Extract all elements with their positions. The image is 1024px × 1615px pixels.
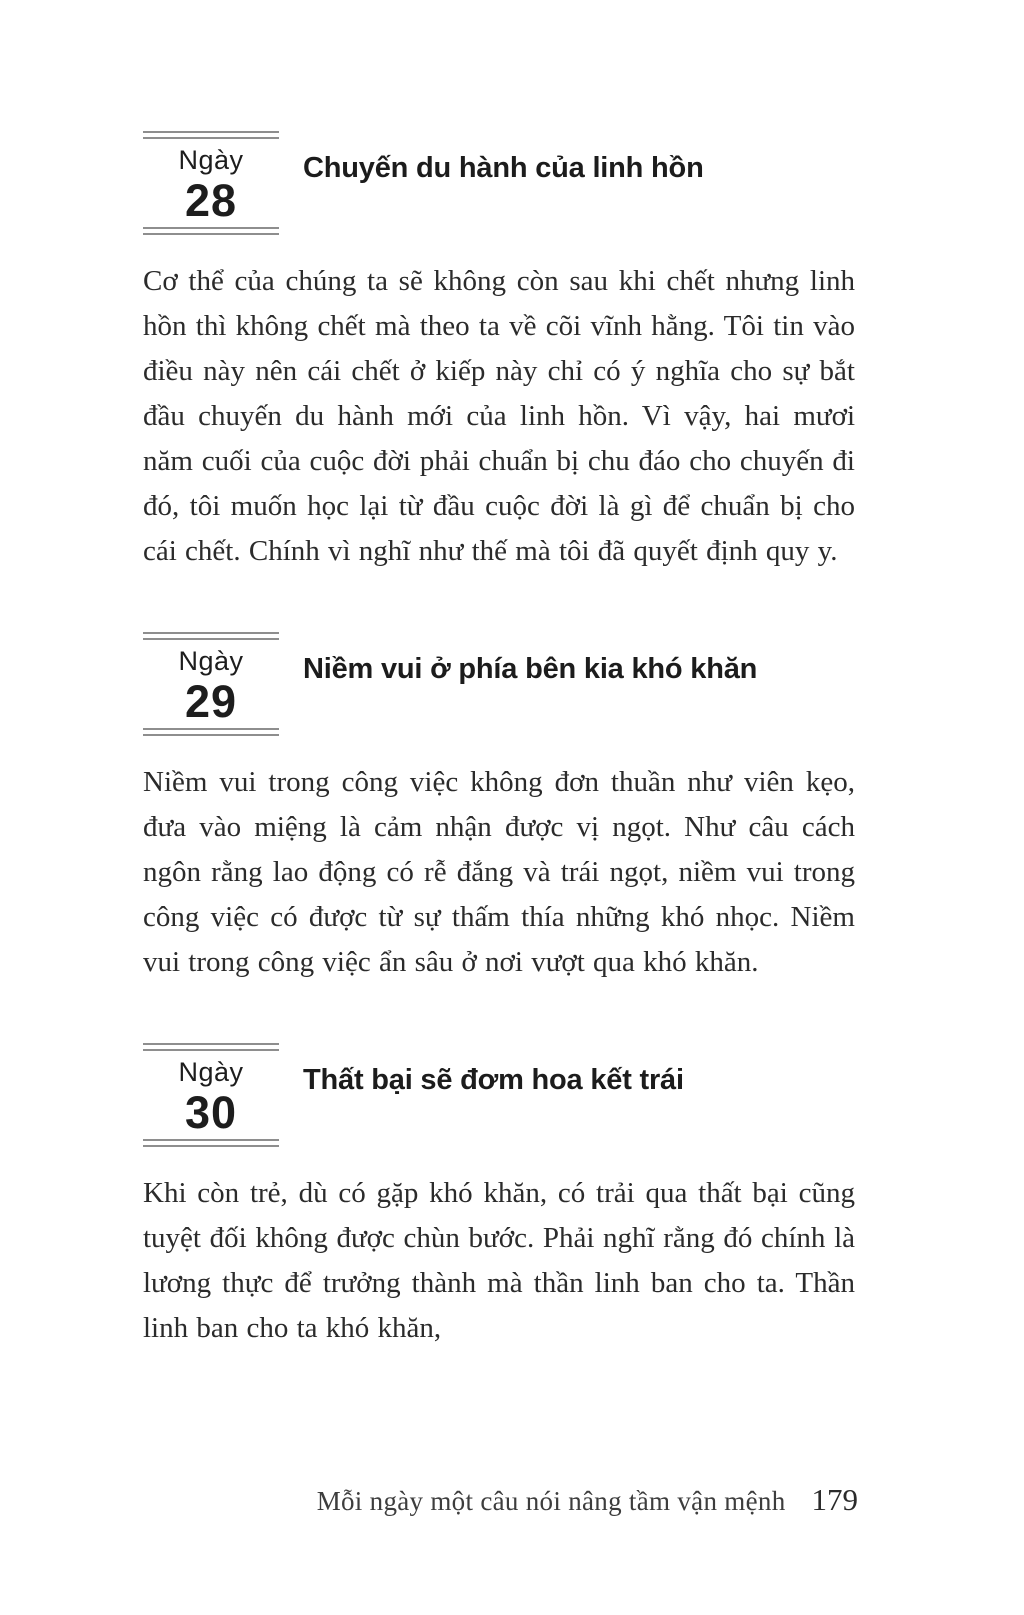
entry-day-28 bbox=[143, 131, 855, 574]
entry-title: Niềm vui ở phía bên kia khó khăn bbox=[303, 653, 758, 685]
entry-header bbox=[143, 632, 855, 736]
day-calendar-badge bbox=[143, 1043, 279, 1147]
entry-header bbox=[143, 131, 855, 235]
double-rule-top bbox=[143, 1043, 279, 1051]
entry-title: Chuyến du hành của linh hồn bbox=[303, 152, 704, 184]
double-rule-top bbox=[143, 632, 279, 640]
entry-header bbox=[143, 1043, 855, 1147]
page-number: 179 bbox=[811, 1482, 858, 1517]
day-calendar-badge bbox=[143, 632, 279, 736]
entry-day-30 bbox=[143, 1043, 855, 1351]
day-number: 30 bbox=[184, 1087, 238, 1138]
day-label: Ngày bbox=[178, 1057, 244, 1087]
day-label: Ngày bbox=[178, 646, 244, 676]
double-rule-bottom bbox=[143, 227, 279, 235]
entry-title: Thất bại sẽ đơm hoa kết trái bbox=[303, 1064, 684, 1096]
entry-body: Niềm vui trong công việc không đơn thuần như viên kẹo, đưa vào miệng là cảm nhận được vị ngọt. Như câu cách ngôn rằng lao động có rễ đắng và trái ngọt, niềm vui trong công việc có được từ sự thấm thía những khó nhọc. Niềm vui trong công việc ẩn sâu ở nơi vượt qua khó khăn. bbox=[143, 766, 855, 978]
double-rule-bottom bbox=[143, 1139, 279, 1147]
page-footer bbox=[143, 1482, 858, 1518]
day-number: 28 bbox=[184, 175, 238, 226]
entry-body: Khi còn trẻ, dù có gặp khó khăn, có trải qua thất bại cũng tuyệt đối không được chùn bước. Phải nghĩ rằng đó chính là lương thực để trưởng thành mà thần linh ban cho ta. Thần linh ban cho ta khó khăn, bbox=[143, 1177, 855, 1344]
running-title: Mỗi ngày một câu nói nâng tầm vận mệnh bbox=[316, 1486, 786, 1516]
day-number: 29 bbox=[184, 676, 238, 727]
day-calendar-badge bbox=[143, 131, 279, 235]
double-rule-bottom bbox=[143, 728, 279, 736]
double-rule-top bbox=[143, 131, 279, 139]
day-label: Ngày bbox=[178, 145, 244, 175]
entry-body: Cơ thể của chúng ta sẽ không còn sau khi chết nhưng linh hồn thì không chết mà theo ta về cõi vĩnh hằng. Tôi tin vào điều này nên cái chết ở kiếp này chỉ có ý nghĩa cho sự bắt đầu chuyến du hành mới của linh hồn. Vì vậy, hai mươi năm cuối của cuộc đời phải chuẩn bị chu đáo cho chuyến đi đó, tôi muốn học lại từ đầu cuộc đời là gì để chuẩn bị cho cái chết. Chính vì nghĩ như thế mà tôi đã quyết định quy y. bbox=[143, 265, 855, 567]
entry-day-29 bbox=[143, 632, 855, 985]
